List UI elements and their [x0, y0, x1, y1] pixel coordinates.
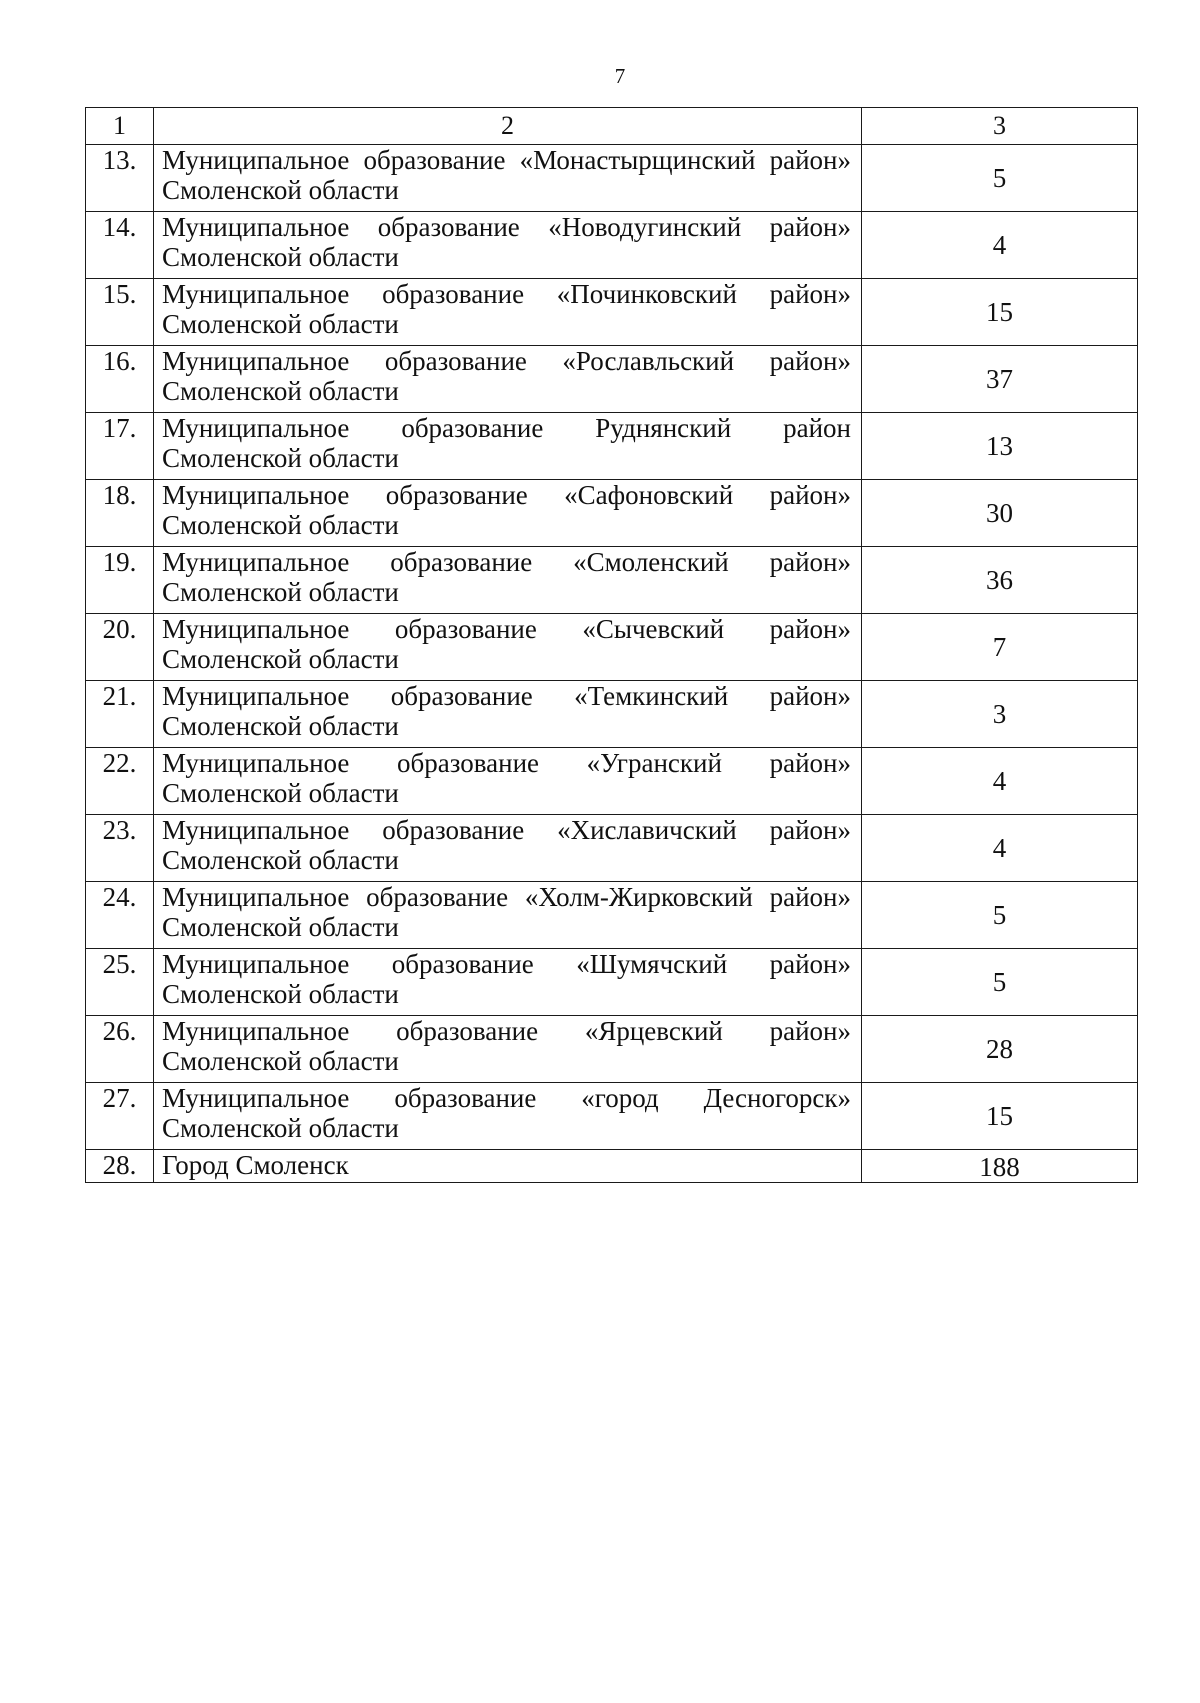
municipality-name-cell: Муниципальное образование «Угранский район» Смоленской области [154, 748, 862, 815]
row-number-cell: 13. [86, 145, 154, 212]
municipality-name-cell: Муниципальное образование «Ярцевский район» Смоленской области [154, 1016, 862, 1083]
row-number-cell: 26. [86, 1016, 154, 1083]
table-row [86, 882, 1138, 949]
table-row [86, 413, 1138, 480]
table-row [86, 1016, 1138, 1083]
row-number-cell: 14. [86, 212, 154, 279]
value-cell: 28 [862, 1016, 1138, 1083]
municipality-name-cell: Муниципальное образование Руднянский район Смоленской области [154, 413, 862, 480]
municipality-name-cell: Муниципальное образование «город Десногорск» Смоленской области [154, 1083, 862, 1150]
table-row [86, 547, 1138, 614]
municipality-name-cell: Муниципальное образование «Сафоновский район» Смоленской области [154, 480, 862, 547]
municipality-name-cell: Муниципальное образование «Шумячский район» Смоленской области [154, 949, 862, 1016]
value-cell: 188 [862, 1150, 1138, 1183]
header-cell-number: 1 [86, 108, 154, 145]
value-cell: 15 [862, 1083, 1138, 1150]
municipality-name-cell: Муниципальное образование «Хиславичский район» Смоленской области [154, 815, 862, 882]
value-cell: 3 [862, 681, 1138, 748]
row-number-cell: 25. [86, 949, 154, 1016]
row-number-cell: 21. [86, 681, 154, 748]
municipality-name-cell: Муниципальное образование «Сычевский район» Смоленской области [154, 614, 862, 681]
municipality-name-cell: Муниципальное образование «Смоленский район» Смоленской области [154, 547, 862, 614]
value-cell: 15 [862, 279, 1138, 346]
municipality-name-cell: Муниципальное образование «Монастырщинский район» Смоленской области [154, 145, 862, 212]
value-cell: 36 [862, 547, 1138, 614]
row-number-cell: 27. [86, 1083, 154, 1150]
municipality-name-cell: Муниципальное образование «Темкинский район» Смоленской области [154, 681, 862, 748]
value-cell: 4 [862, 748, 1138, 815]
table-row [86, 279, 1138, 346]
value-cell: 5 [862, 949, 1138, 1016]
page-number: 7 [614, 64, 626, 88]
row-number-cell: 22. [86, 748, 154, 815]
table-row [86, 1083, 1138, 1150]
row-number-cell: 17. [86, 413, 154, 480]
table-row [86, 212, 1138, 279]
table-row [86, 346, 1138, 413]
municipality-name-cell: Муниципальное образование «Новодугинский район» Смоленской области [154, 212, 862, 279]
table-row [86, 145, 1138, 212]
value-cell: 4 [862, 815, 1138, 882]
row-number-cell: 18. [86, 480, 154, 547]
municipality-name-cell: Город Смоленск [154, 1150, 862, 1183]
table-row [86, 815, 1138, 882]
row-number-cell: 23. [86, 815, 154, 882]
table-row [86, 681, 1138, 748]
municipality-name-cell: Муниципальное образование «Холм-Жирковский район» Смоленской области [154, 882, 862, 949]
municipality-name-cell: Муниципальное образование «Рославльский район» Смоленской области [154, 346, 862, 413]
row-number-cell: 24. [86, 882, 154, 949]
row-number-cell: 15. [86, 279, 154, 346]
table-header-row [86, 108, 1138, 145]
table-row [86, 748, 1138, 815]
table-body [86, 108, 1138, 1183]
value-cell: 5 [862, 882, 1138, 949]
value-cell: 4 [862, 212, 1138, 279]
municipality-name-cell: Муниципальное образование «Починковский район» Смоленской области [154, 279, 862, 346]
table-row [86, 614, 1138, 681]
table-row [86, 1150, 1138, 1183]
row-number-cell: 19. [86, 547, 154, 614]
allocation-table [85, 107, 1138, 1183]
row-number-cell: 16. [86, 346, 154, 413]
value-cell: 13 [862, 413, 1138, 480]
header-cell-name: 2 [154, 108, 862, 145]
value-cell: 30 [862, 480, 1138, 547]
table-row [86, 480, 1138, 547]
row-number-cell: 20. [86, 614, 154, 681]
table-row [86, 949, 1138, 1016]
header-cell-value: 3 [862, 108, 1138, 145]
value-cell: 7 [862, 614, 1138, 681]
value-cell: 37 [862, 346, 1138, 413]
row-number-cell: 28. [86, 1150, 154, 1183]
value-cell: 5 [862, 145, 1138, 212]
